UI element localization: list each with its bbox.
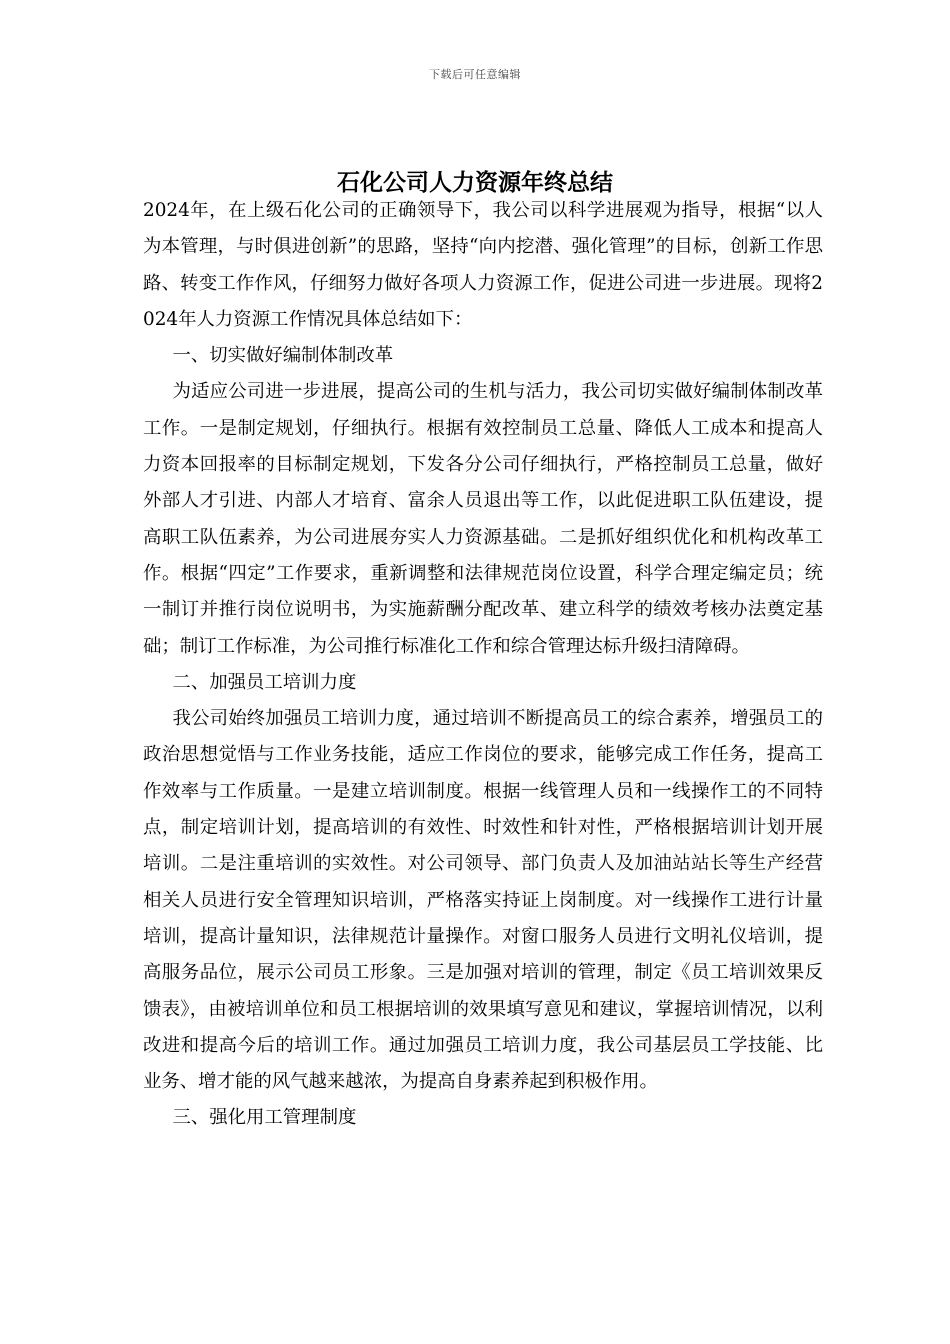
section-heading-3: 三、强化用工管理制度 bbox=[172, 1107, 357, 1129]
header-note: 下载后可任意编辑 bbox=[429, 68, 521, 81]
intro-paragraph: 2024年，在上级石化公司的正确领导下，我公司以科学进展观为指导，根据“以人为本管理，与时俱进创新”的思路，坚持“向内挖潜、强化管理”的目标，创新工作思路、转变工作作风，仔细努力做好各项人力资源工作，促进公司进一步进展。现将2024年人力资源工作情况具体总结如下： bbox=[143, 200, 823, 330]
section-paragraph-2: 我公司始终加强员工培训力度，通过培训不断提高员工的综合素养，增强员工的政治思想觉悟与工作业务技能，适应工作岗位的要求，能够完成工作任务，提高工作效率与工作质量。一是建立培训制度。根据一线管理人员和一线操作工的不同特点，制定培训计划，提高培训的有效性、时效性和针对性，严格根据培训计划开展培训。二是注重培训的实效性。对公司领导、部门负责人及加油站站长等生产经营相关人员进行安全管理知识培训，严格落实持证上岗制度。对一线操作工进行计量培训，提高计量知识，法律规范计量操作。对窗口服务人员进行文明礼仪培训，提高服务品位，展示公司员工形象。三是加强对培训的管理，制定《员工培训效果反馈表》，由被培训单位和员工根据培训的效果填写意见和建议，掌握培训情况，以利改进和提高今后的培训工作。通过加强员工培训力度，我公司基层员工学技能、比业务、增才能的风气越来越浓，为提高自身素养起到积极作用。 bbox=[143, 708, 823, 1093]
section-paragraph-1: 为适应公司进一步进展，提高公司的生机与活力，我公司切实做好编制体制改革工作。一是制定规划，仔细执行。根据有效控制员工总量、降低人工成本和提高人力资本回报率的目标制定规划，下发各分公司仔细执行，严格控制员工总量，做好外部人才引进、内部人才培育、富余人员退出等工作，以此促进职工队伍建设，提高职工队伍素养，为公司进展夯实人力资源基础。二是抓好组织优化和机构改革工作。根据“四定”工作要求，重新调整和法律规范岗位设置，科学合理定编定员；统一制订并推行岗位说明书，为实施薪酬分配改革、建立科学的绩效考核办法奠定基础；制订工作标准，为公司推行标准化工作和综合管理达标升级扫清障碍。 bbox=[143, 381, 823, 657]
document-body bbox=[143, 193, 823, 1137]
section-heading-1: 一、切实做好编制体制改革 bbox=[172, 345, 394, 367]
document-title: 石化公司人力资源年终总结 bbox=[337, 169, 613, 197]
section-heading-2: 二、加强员工培训力度 bbox=[172, 671, 357, 693]
